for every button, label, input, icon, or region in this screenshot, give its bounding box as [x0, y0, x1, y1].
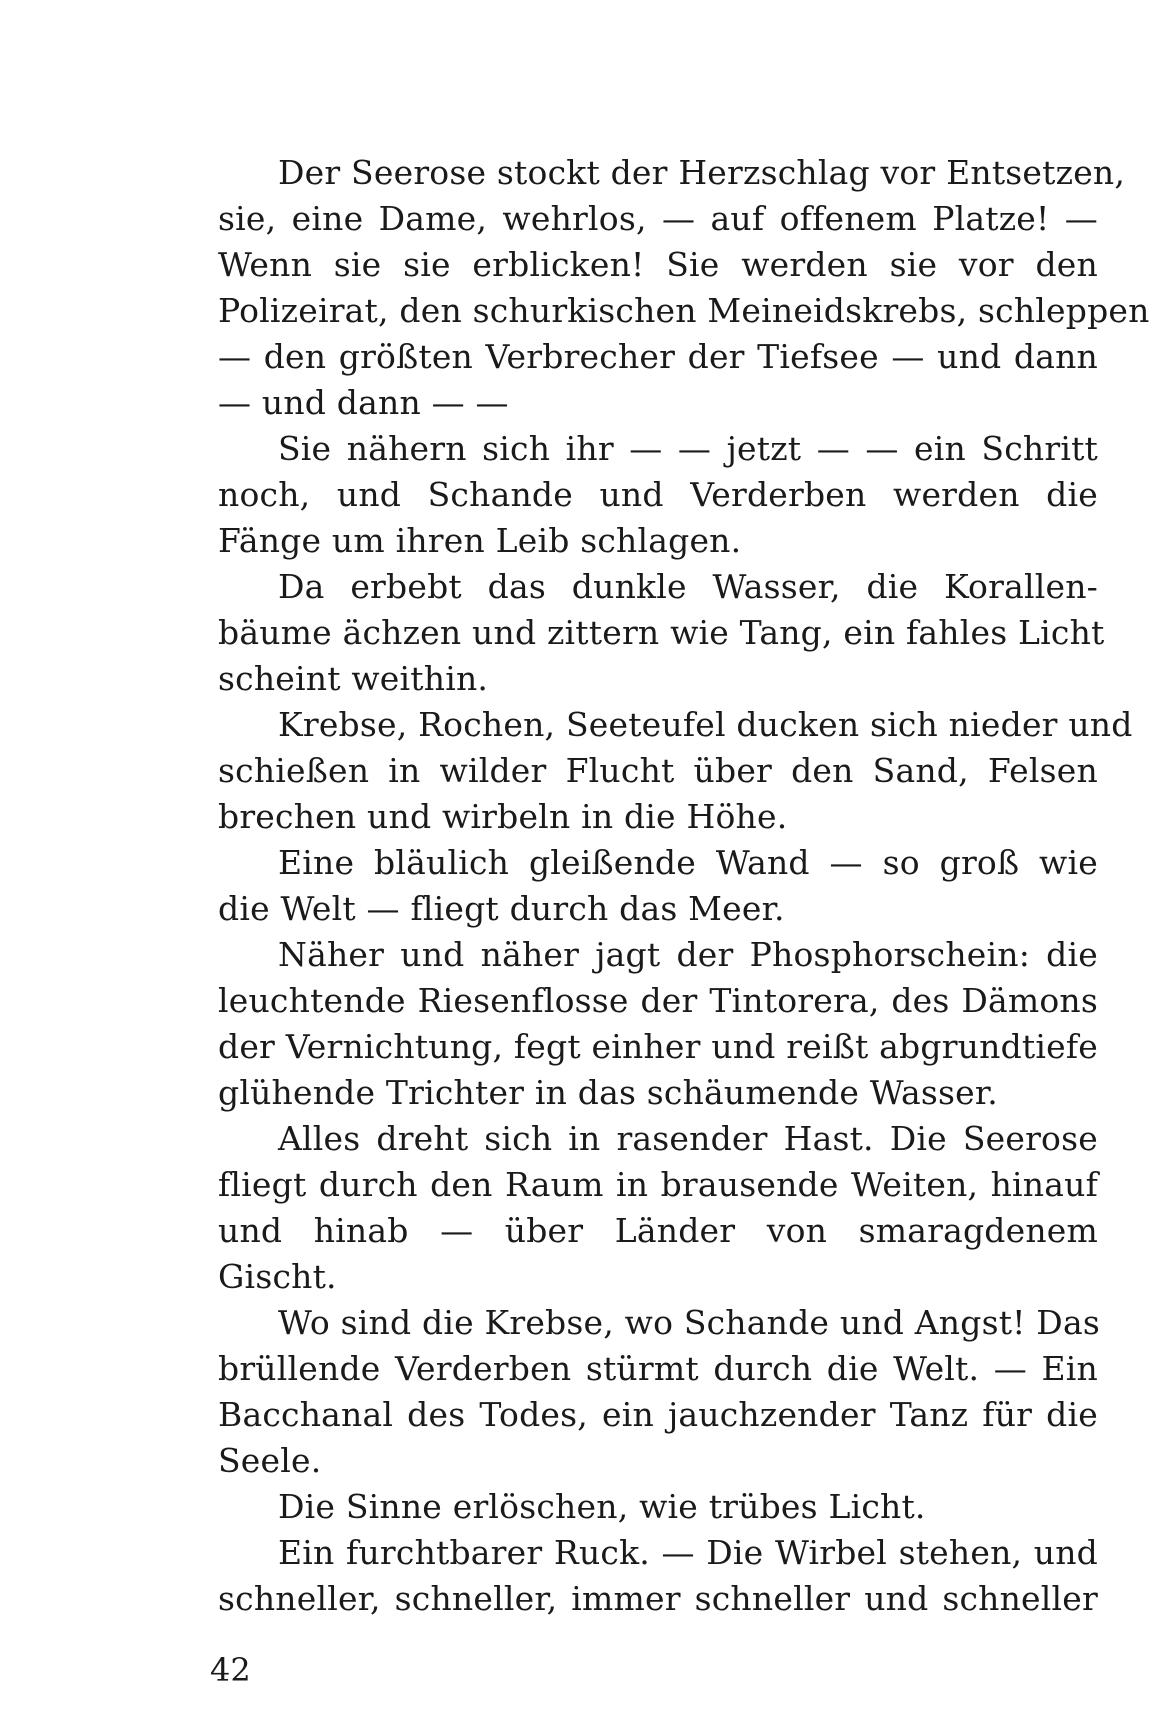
text-line: sie, eine Dame, wehrlos, — auf offenem Platze! — — [218, 199, 1098, 238]
text-line: Ein furchtbarer Ruck. — Die Wirbel stehen, und — [278, 1533, 1098, 1572]
text-line: Wenn sie sie erblicken! Sie werden sie vor den — [218, 245, 1098, 284]
text-line: Bacchanal des Todes, ein jauchzender Tanz für die — [218, 1395, 1098, 1434]
text-line: fliegt durch den Raum in brausende Weiten, hinauf — [218, 1165, 1098, 1204]
text-line: noch, und Schande und Verderben werden die — [218, 475, 1098, 514]
text-line: — den größten Verbrecher der Tiefsee — und dann — [218, 337, 1098, 376]
text-line: Näher und näher jagt der Phosphorschein: die — [278, 935, 1098, 974]
text-line: brechen und wirbeln in die Höhe. — [218, 797, 788, 836]
text-line: bäume ächzen und zittern wie Tang, ein fahles Licht — [218, 613, 1105, 652]
text-line: Wo sind die Krebse, wo Schande und Angst! Das — [278, 1303, 1100, 1342]
text-line: schießen in wilder Flucht über den Sand, Felsen — [218, 751, 1098, 790]
text-line: der Vernichtung, fegt einher und reißt abgrundtiefe — [218, 1027, 1098, 1066]
text-line: Alles dreht sich in rasender Hast. Die Seerose — [278, 1119, 1098, 1158]
text-line: leuchtende Riesenflosse der Tintorera, des Dämons — [218, 981, 1098, 1020]
text-line: brüllende Verderben stürmt durch die Welt. — Ein — [218, 1349, 1098, 1388]
text-line: Seele. — [218, 1441, 322, 1480]
text-line: Krebse, Rochen, Seeteufel ducken sich nieder und — [278, 705, 1133, 744]
text-line: Da erbebt das dunkle Wasser, die Korallen- — [278, 567, 1098, 606]
text-line: Fänge um ihren Leib schlagen. — [218, 521, 742, 560]
body-text — [218, 150, 1150, 1622]
text-line: die Welt — fliegt durch das Meer. — [218, 889, 785, 928]
text-line: glühende Trichter in das schäumende Wasser. — [218, 1073, 998, 1112]
text-line: Polizeirat, den schurkischen Meineidskrebs, schleppen — [218, 291, 1150, 330]
text-line: Eine bläulich gleißende Wand — so groß wie — [278, 843, 1098, 882]
text-line: Sie nähern sich ihr — — jetzt — — ein Schritt — [278, 429, 1098, 468]
text-line: Der Seerose stockt der Herzschlag vor Entsetzen, — [278, 153, 1126, 192]
text-line: scheint weithin. — [218, 659, 489, 698]
text-line: — und dann — — — [218, 383, 509, 422]
page-number: 42 — [210, 1651, 251, 1689]
text-line: Gischt. — [218, 1257, 337, 1296]
text-line: und hinab — über Länder von smaragdenem — [218, 1211, 1098, 1250]
text-line: Die Sinne erlöschen, wie trübes Licht. — [278, 1487, 926, 1526]
text-line: schneller, schneller, immer schneller und schneller — [218, 1579, 1098, 1618]
